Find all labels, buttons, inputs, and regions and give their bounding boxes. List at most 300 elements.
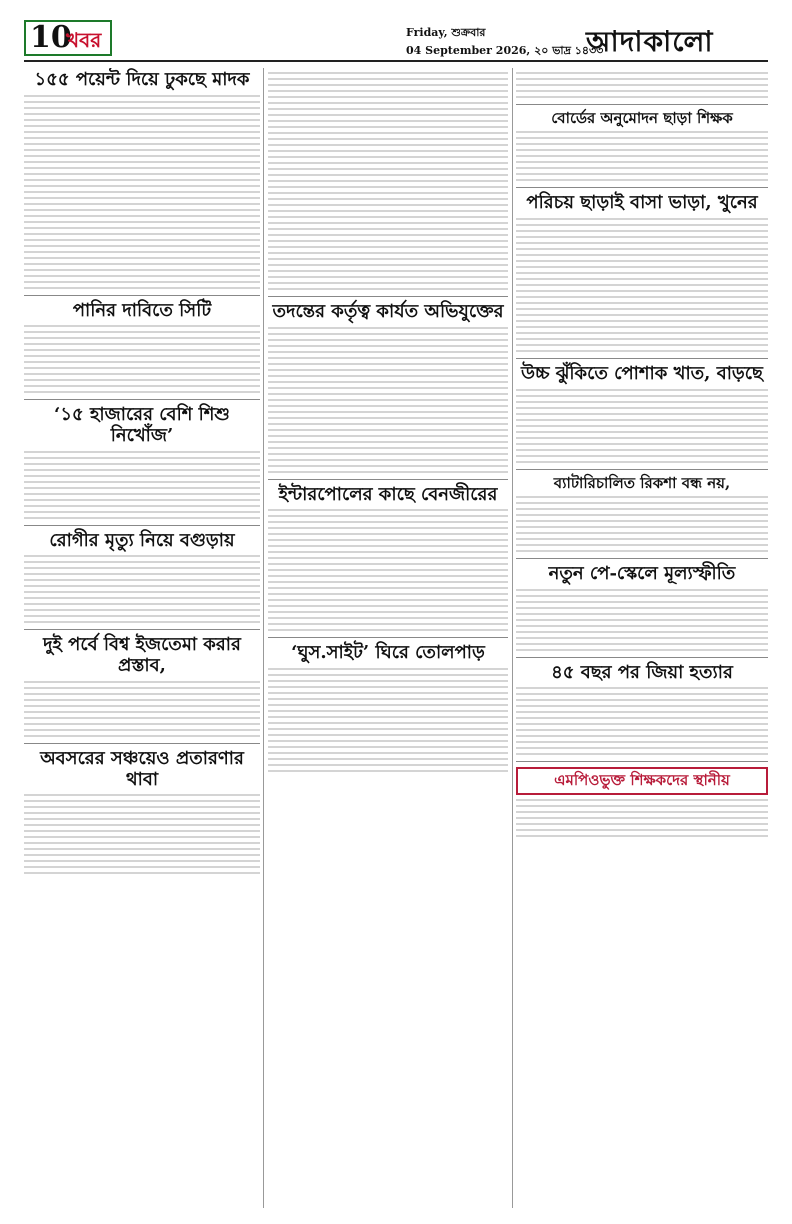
text-line: [516, 443, 768, 445]
text-line: [268, 387, 508, 389]
text-line: [516, 811, 768, 813]
text-line: [24, 113, 260, 115]
text-line: [268, 162, 508, 164]
text-line: [268, 563, 508, 565]
text-line: [516, 799, 768, 801]
text-line: [24, 824, 260, 826]
text-line: [24, 621, 260, 623]
text-line: [516, 711, 768, 713]
article-headline: দুই পর্বে বিশ্ব ইজতেমা করার প্রস্তাব,: [43, 634, 241, 677]
text-line: [516, 550, 768, 552]
text-line: [516, 741, 768, 743]
text-line: [516, 131, 768, 133]
article: [268, 643, 508, 772]
text-line: [24, 385, 260, 387]
article-separator: [516, 104, 768, 105]
text-line: [268, 722, 508, 724]
text-line: [24, 860, 260, 862]
text-line: [24, 161, 260, 163]
text-line: [516, 589, 768, 591]
article-separator: [24, 399, 260, 400]
column-divider: [512, 68, 513, 1208]
text-line: [24, 705, 260, 707]
article-headline: এমপিওভুক্ত শিক্ষকদের স্থানীয়: [516, 767, 768, 794]
text-line: [24, 836, 260, 838]
text-line: [268, 126, 508, 128]
text-line: [516, 753, 768, 755]
text-line: [516, 823, 768, 825]
text-line: [516, 729, 768, 731]
text-line: [516, 625, 768, 627]
text-line: [516, 835, 768, 837]
article: [268, 485, 508, 632]
text-line: [24, 233, 260, 235]
text-line: [24, 245, 260, 247]
text-line: [268, 132, 508, 134]
text-line: [516, 413, 768, 415]
issue-date: 04 September 2026, ২০ ভাদ্র ১৪৩৩: [406, 44, 604, 57]
text-line: [516, 254, 768, 256]
article: [24, 70, 260, 289]
text-line: [268, 351, 508, 353]
text-line: [268, 435, 508, 437]
text-line: [268, 716, 508, 718]
article-body: [268, 327, 508, 473]
article-separator: [268, 296, 508, 297]
article-headline: পরিচয় ছাড়াই বাসা ভাড়া, খুনের: [526, 192, 758, 214]
text-line: [268, 758, 508, 760]
text-line: [268, 587, 508, 589]
article-headline: উচ্চ ঝুঁকিতে পোশাক খাত, বাড়ছে: [521, 362, 763, 384]
text-line: [516, 735, 768, 737]
text-line: [24, 687, 260, 689]
text-line: [24, 812, 260, 814]
text-line: [516, 829, 768, 831]
article-body: [24, 794, 260, 874]
article-body: [516, 218, 768, 352]
article-body: [516, 72, 768, 98]
text-line: [268, 459, 508, 461]
text-line: [516, 308, 768, 310]
text-line: [268, 393, 508, 395]
text-line: [516, 260, 768, 262]
text-line: [24, 173, 260, 175]
text-line: [516, 514, 768, 516]
text-line: [268, 84, 508, 86]
text-line: [268, 144, 508, 146]
article: [516, 475, 768, 552]
text-line: [516, 266, 768, 268]
text-line: [24, 493, 260, 495]
text-line: [24, 573, 260, 575]
text-line: [516, 218, 768, 220]
text-line: [24, 361, 260, 363]
text-line: [516, 449, 768, 451]
article: [268, 302, 508, 473]
text-line: [268, 228, 508, 230]
column-2: [268, 68, 508, 1208]
text-line: [516, 149, 768, 151]
text-line: [24, 251, 260, 253]
text-line: [24, 185, 260, 187]
article: [516, 364, 768, 463]
text-line: [268, 288, 508, 290]
article-headline: বোর্ডের অনুমোদন ছাড়া শিক্ষক: [551, 109, 733, 127]
text-line: [24, 269, 260, 271]
text-line: [516, 296, 768, 298]
article: [24, 635, 260, 736]
text-line: [268, 108, 508, 110]
text-line: [24, 487, 260, 489]
text-line: [24, 221, 260, 223]
text-line: [268, 471, 508, 473]
text-line: [24, 717, 260, 719]
text-line: [516, 72, 768, 74]
text-line: [268, 216, 508, 218]
text-line: [268, 78, 508, 80]
text-line: [268, 180, 508, 182]
text-line: [24, 579, 260, 581]
article-body: [268, 668, 508, 772]
text-line: [268, 252, 508, 254]
text-line: [268, 539, 508, 541]
text-line: [268, 240, 508, 242]
text-line: [268, 674, 508, 676]
text-line: [516, 717, 768, 719]
text-line: [268, 258, 508, 260]
text-line: [24, 197, 260, 199]
text-line: [24, 469, 260, 471]
text-line: [268, 746, 508, 748]
text-line: [268, 704, 508, 706]
text-line: [268, 770, 508, 772]
masthead: [24, 20, 768, 60]
text-line: [516, 607, 768, 609]
text-line: [516, 314, 768, 316]
text-line: [516, 532, 768, 534]
article-separator: [24, 295, 260, 296]
text-line: [516, 90, 768, 92]
text-line: [516, 693, 768, 695]
article: [516, 767, 768, 836]
text-line: [516, 290, 768, 292]
text-line: [268, 429, 508, 431]
text-line: [516, 425, 768, 427]
text-line: [24, 800, 260, 802]
text-line: [268, 204, 508, 206]
article-headline: অবসরের সঞ্চয়েও প্রতারণার থাবা: [40, 747, 244, 790]
text-line: [24, 137, 260, 139]
section-label: খবর: [66, 28, 102, 52]
text-line: [24, 451, 260, 453]
text-line: [268, 411, 508, 413]
text-line: [24, 854, 260, 856]
text-line: [516, 419, 768, 421]
text-line: [268, 282, 508, 284]
article-separator: [516, 558, 768, 559]
text-line: [268, 174, 508, 176]
text-line: [24, 355, 260, 357]
text-line: [268, 423, 508, 425]
text-line: [516, 544, 768, 546]
article-body: [516, 799, 768, 837]
text-line: [268, 605, 508, 607]
text-line: [268, 72, 508, 74]
text-line: [268, 369, 508, 371]
article-separator: [24, 629, 260, 630]
text-line: [268, 686, 508, 688]
text-line: [24, 191, 260, 193]
text-line: [516, 137, 768, 139]
text-line: [268, 668, 508, 670]
text-line: [24, 615, 260, 617]
text-line: [516, 723, 768, 725]
article-body: [268, 72, 508, 290]
article: [516, 663, 768, 756]
article-body: [516, 589, 768, 651]
text-line: [516, 595, 768, 597]
text-line: [24, 149, 260, 151]
text-line: [268, 270, 508, 272]
text-line: [516, 437, 768, 439]
page-number: 10: [30, 20, 72, 55]
text-line: [516, 619, 768, 621]
newspaper-name: আদাকালো: [586, 25, 714, 58]
text-line: [268, 533, 508, 535]
article: [24, 749, 260, 874]
text-line: [268, 752, 508, 754]
text-line: [24, 107, 260, 109]
text-line: [268, 728, 508, 730]
text-line: [268, 210, 508, 212]
article-separator: [516, 657, 768, 658]
article: [516, 72, 768, 98]
text-line: [24, 119, 260, 121]
text-line: [24, 463, 260, 465]
text-line: [268, 581, 508, 583]
text-line: [268, 611, 508, 613]
text-line: [24, 179, 260, 181]
text-line: [24, 287, 260, 289]
text-line: [516, 747, 768, 749]
text-line: [268, 527, 508, 529]
article-headline: ৪৫ বছর পর জিয়া হত্যার: [551, 661, 733, 683]
text-line: [516, 84, 768, 86]
text-line: [268, 96, 508, 98]
text-line: [24, 585, 260, 587]
text-line: [516, 389, 768, 391]
text-line: [268, 276, 508, 278]
text-line: [268, 557, 508, 559]
article-separator: [24, 525, 260, 526]
text-line: [268, 138, 508, 140]
text-line: [268, 186, 508, 188]
article-separator: [268, 637, 508, 638]
text-line: [24, 848, 260, 850]
text-line: [24, 806, 260, 808]
text-line: [516, 401, 768, 403]
text-line: [268, 399, 508, 401]
article-headline: ‘১৫ হাজারের বেশি শিশু নিখোঁজ’: [54, 404, 230, 447]
column-3: [516, 68, 768, 1208]
text-line: [516, 508, 768, 510]
text-line: [24, 215, 260, 217]
text-line: [516, 643, 768, 645]
text-line: [516, 520, 768, 522]
text-line: [268, 192, 508, 194]
text-line: [516, 236, 768, 238]
text-line: [516, 687, 768, 689]
article-headline: নতুন পে-স্কেলে মূল্যস্ফীতি: [548, 562, 736, 584]
text-line: [516, 179, 768, 181]
article-headline: ইন্টারপোলের কাছে বেনজীরের: [278, 483, 498, 505]
article-separator: [516, 187, 768, 188]
text-line: [516, 613, 768, 615]
text-line: [516, 407, 768, 409]
text-line: [24, 131, 260, 133]
text-line: [268, 114, 508, 116]
text-line: [24, 367, 260, 369]
text-line: [268, 453, 508, 455]
article: [24, 301, 260, 394]
text-line: [516, 332, 768, 334]
text-line: [24, 227, 260, 229]
article: [516, 564, 768, 651]
article-headline: ‘ঘুস.সাইট’ ঘিরে তোলপাড়: [291, 642, 485, 664]
text-line: [268, 680, 508, 682]
text-line: [268, 198, 508, 200]
text-line: [516, 817, 768, 819]
article-headline: পানির দাবিতে সিটি: [72, 299, 212, 321]
text-line: [24, 597, 260, 599]
text-line: [268, 102, 508, 104]
text-line: [516, 344, 768, 346]
text-line: [516, 601, 768, 603]
text-line: [24, 209, 260, 211]
text-line: [24, 735, 260, 737]
text-line: [24, 481, 260, 483]
text-line: [268, 617, 508, 619]
article-body: [24, 555, 260, 623]
text-line: [24, 475, 260, 477]
text-line: [268, 509, 508, 511]
text-line: [24, 379, 260, 381]
text-line: [24, 729, 260, 731]
text-line: [24, 391, 260, 393]
text-line: [516, 631, 768, 633]
text-line: [24, 603, 260, 605]
article: [516, 110, 768, 181]
text-line: [24, 275, 260, 277]
article-headline: ব্যাটারিচালিত রিকশা বন্ধ নয়,: [553, 473, 731, 492]
article-body: [268, 509, 508, 631]
text-line: [268, 327, 508, 329]
text-line: [516, 637, 768, 639]
text-line: [24, 167, 260, 169]
text-line: [268, 545, 508, 547]
text-line: [268, 168, 508, 170]
article-separator: [516, 358, 768, 359]
text-line: [268, 357, 508, 359]
article-body: [516, 496, 768, 552]
article-body: [516, 131, 768, 181]
text-line: [516, 502, 768, 504]
text-line: [268, 120, 508, 122]
text-line: [24, 239, 260, 241]
text-line: [516, 649, 768, 651]
text-line: [24, 505, 260, 507]
text-line: [24, 511, 260, 513]
text-line: [24, 343, 260, 345]
text-line: [516, 155, 768, 157]
text-line: [268, 345, 508, 347]
text-line: [268, 417, 508, 419]
text-line: [516, 173, 768, 175]
text-line: [268, 405, 508, 407]
text-line: [268, 575, 508, 577]
text-line: [516, 161, 768, 163]
article: [24, 405, 260, 518]
text-line: [24, 842, 260, 844]
text-line: [24, 567, 260, 569]
text-line: [24, 331, 260, 333]
article-separator: [516, 469, 768, 470]
text-line: [24, 818, 260, 820]
text-line: [268, 551, 508, 553]
text-line: [24, 711, 260, 713]
text-line: [268, 381, 508, 383]
text-line: [24, 143, 260, 145]
text-line: [268, 339, 508, 341]
issue-day: Friday, শুক্রবার: [406, 26, 486, 39]
text-line: [24, 457, 260, 459]
text-line: [268, 698, 508, 700]
text-line: [516, 526, 768, 528]
text-line: [24, 325, 260, 327]
text-line: [24, 681, 260, 683]
text-line: [268, 764, 508, 766]
article-headline: ১৫৫ পয়েন্ট দিয়ে ঢুকছে মাদক: [34, 69, 250, 90]
text-line: [268, 375, 508, 377]
text-line: [24, 609, 260, 611]
text-line: [24, 499, 260, 501]
text-line: [516, 395, 768, 397]
article-body: [24, 451, 260, 519]
text-line: [516, 248, 768, 250]
text-line: [24, 866, 260, 868]
article-body: [24, 681, 260, 737]
text-line: [516, 230, 768, 232]
column-divider: [263, 68, 264, 1208]
text-line: [24, 95, 260, 97]
column-1: [24, 68, 260, 1208]
text-line: [268, 623, 508, 625]
text-line: [268, 692, 508, 694]
text-line: [516, 242, 768, 244]
text-line: [268, 515, 508, 517]
text-line: [268, 710, 508, 712]
text-line: [24, 155, 260, 157]
text-line: [24, 263, 260, 265]
text-line: [24, 203, 260, 205]
text-line: [268, 629, 508, 631]
text-line: [516, 326, 768, 328]
text-line: [24, 257, 260, 259]
text-line: [516, 167, 768, 169]
text-line: [268, 740, 508, 742]
text-line: [516, 278, 768, 280]
text-line: [516, 78, 768, 80]
